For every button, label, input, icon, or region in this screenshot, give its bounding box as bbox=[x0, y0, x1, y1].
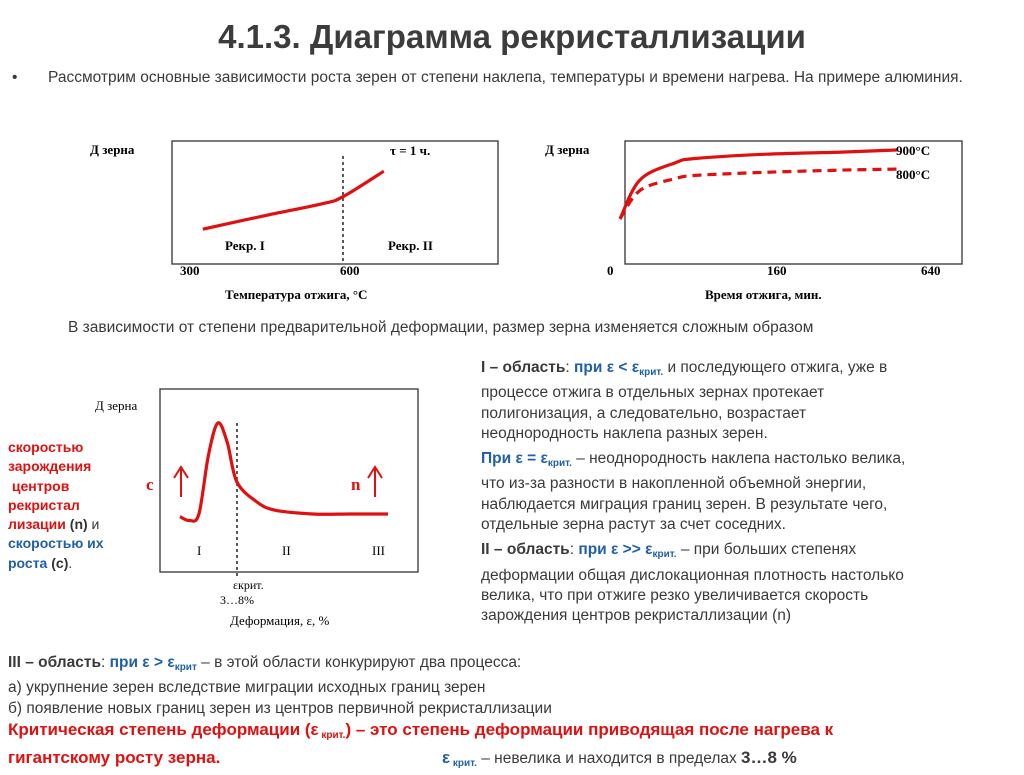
chart2-xtick: 160 bbox=[767, 263, 787, 278]
left-note-line: лизации (n) и bbox=[8, 516, 100, 533]
definition-line: гигантскому росту зерна. ε $_{крит.}$ – невелика и находится в пределах 3…8 % bbox=[8, 747, 797, 769]
up-arrow-icon bbox=[174, 467, 188, 497]
chart1-ylabel: Д зерна bbox=[90, 142, 135, 157]
chart2-series-800 bbox=[620, 169, 897, 219]
chart1-xtick: 600 bbox=[340, 263, 360, 278]
left-note bbox=[8, 438, 104, 573]
chart3-region-label: III bbox=[372, 543, 385, 558]
text-line: а) укрупнение зерен вследствие миграции исходных границ зерен bbox=[8, 679, 486, 697]
chart2-xtick: 0 bbox=[607, 263, 614, 278]
chart1-annotation: τ = 1 ч. bbox=[390, 143, 431, 158]
chart2-legend-800: 800°С bbox=[896, 167, 931, 182]
region-iii-heading: III – область: при $\varepsilon > \varepsilon_{крит} - в$ этой области конкурируют два процесса: bbox=[8, 654, 522, 673]
bottom-text bbox=[8, 653, 1018, 769]
text-line: велика, что при отжиге резко увеличивается скорость bbox=[481, 586, 869, 604]
chart2-xtick: 640 bbox=[921, 263, 941, 278]
chart3-region-label: II bbox=[282, 543, 291, 558]
right-text bbox=[481, 358, 1021, 627]
text-line: зарождения центров рекристаллизации (n) bbox=[481, 607, 792, 625]
bullet: • bbox=[12, 69, 18, 86]
chart1-region-label: Рекр. II bbox=[388, 238, 433, 253]
text-line: процессе отжига в отдельных зернах протекает bbox=[481, 384, 825, 402]
chart3-crit-range: 3…8% bbox=[220, 593, 254, 607]
chart1-series-line bbox=[203, 171, 384, 229]
left-note-line: центров bbox=[8, 477, 70, 494]
chart1-xtick: 300 bbox=[180, 263, 200, 278]
left-note-line: скоростью bbox=[8, 439, 84, 455]
chart1-xlabel: Температура отжига, °С bbox=[225, 287, 368, 302]
chart3-series-line bbox=[180, 423, 388, 521]
chart3-xlabel: Деформация, ε, % bbox=[230, 613, 330, 628]
text-line: деформации общая дислокационная плотность настолько bbox=[481, 566, 904, 584]
chart3-region-label: I bbox=[197, 543, 202, 558]
chart3-marker-n: n bbox=[351, 475, 361, 494]
region-i-heading: I – область: при $\varepsilon < \varepsilon_{крит.}$ и последующего отжига, уже в bbox=[481, 359, 888, 378]
region-ii-heading: II – область: при $\varepsilon >> \varepsilon_{крит.}$ – при больших степенях bbox=[481, 541, 857, 561]
chart3-ylabel: Д зерна bbox=[95, 398, 138, 413]
chart-time bbox=[545, 138, 965, 308]
chart2-ylabel: Д зерна bbox=[545, 142, 590, 157]
chart1-region-label: Рекр. I bbox=[225, 238, 265, 253]
chart2-xlabel: Время отжига, мин. bbox=[705, 287, 822, 302]
chart1-frame bbox=[172, 141, 498, 264]
chart-temperature bbox=[90, 138, 510, 308]
up-arrow-icon bbox=[368, 467, 382, 497]
chart3-crit-label: εкрит. bbox=[233, 578, 264, 592]
definition-line: Критическая степень деформации (ε $_{крит.}$) – это степень деформации приводящая после нагрева к bbox=[8, 719, 834, 741]
chart-deformation bbox=[80, 385, 430, 630]
crit-condition-line: При $\varepsilon = \varepsilon_{крит.}$ – неоднородность наклепа настолько велика, bbox=[481, 450, 906, 470]
text-line: наблюдается миграция границ зерен. В результате чего, bbox=[481, 495, 888, 513]
chart2-series-900 bbox=[620, 150, 897, 219]
chart3-marker-c: c bbox=[146, 475, 154, 494]
left-note-line: зарождения bbox=[8, 458, 92, 475]
left-note-line: скоростью их bbox=[8, 535, 104, 552]
text-line: отдельные зерна растут за счет соседних. bbox=[481, 516, 786, 534]
text-line: полигонизация, а следовательно, возрастает bbox=[481, 404, 807, 422]
chart2-frame bbox=[625, 141, 962, 264]
left-note-line: рекристал bbox=[8, 496, 80, 513]
text-line: б) появление новых границ зерен из центров первичной рекристаллизации bbox=[8, 699, 552, 717]
page-title: 4.1.3. Диаграмма рекристаллизации bbox=[218, 18, 806, 55]
text-line: неоднородность наклепа разных зерен. bbox=[481, 424, 768, 442]
intro-text: Рассмотрим основные зависимости роста зерен от степени наклепа, температуры и времени нагрева. На примере алюминия. bbox=[48, 69, 963, 86]
left-note-line: роста (с). bbox=[8, 554, 73, 571]
chart2-legend-900: 900°С bbox=[896, 143, 931, 158]
text-line: что из-за разности в накопленной объемной энергии, bbox=[481, 475, 867, 493]
mid-caption: В зависимости от степени предварительной деформации, размер зерна изменяется сложным образом bbox=[68, 319, 814, 336]
